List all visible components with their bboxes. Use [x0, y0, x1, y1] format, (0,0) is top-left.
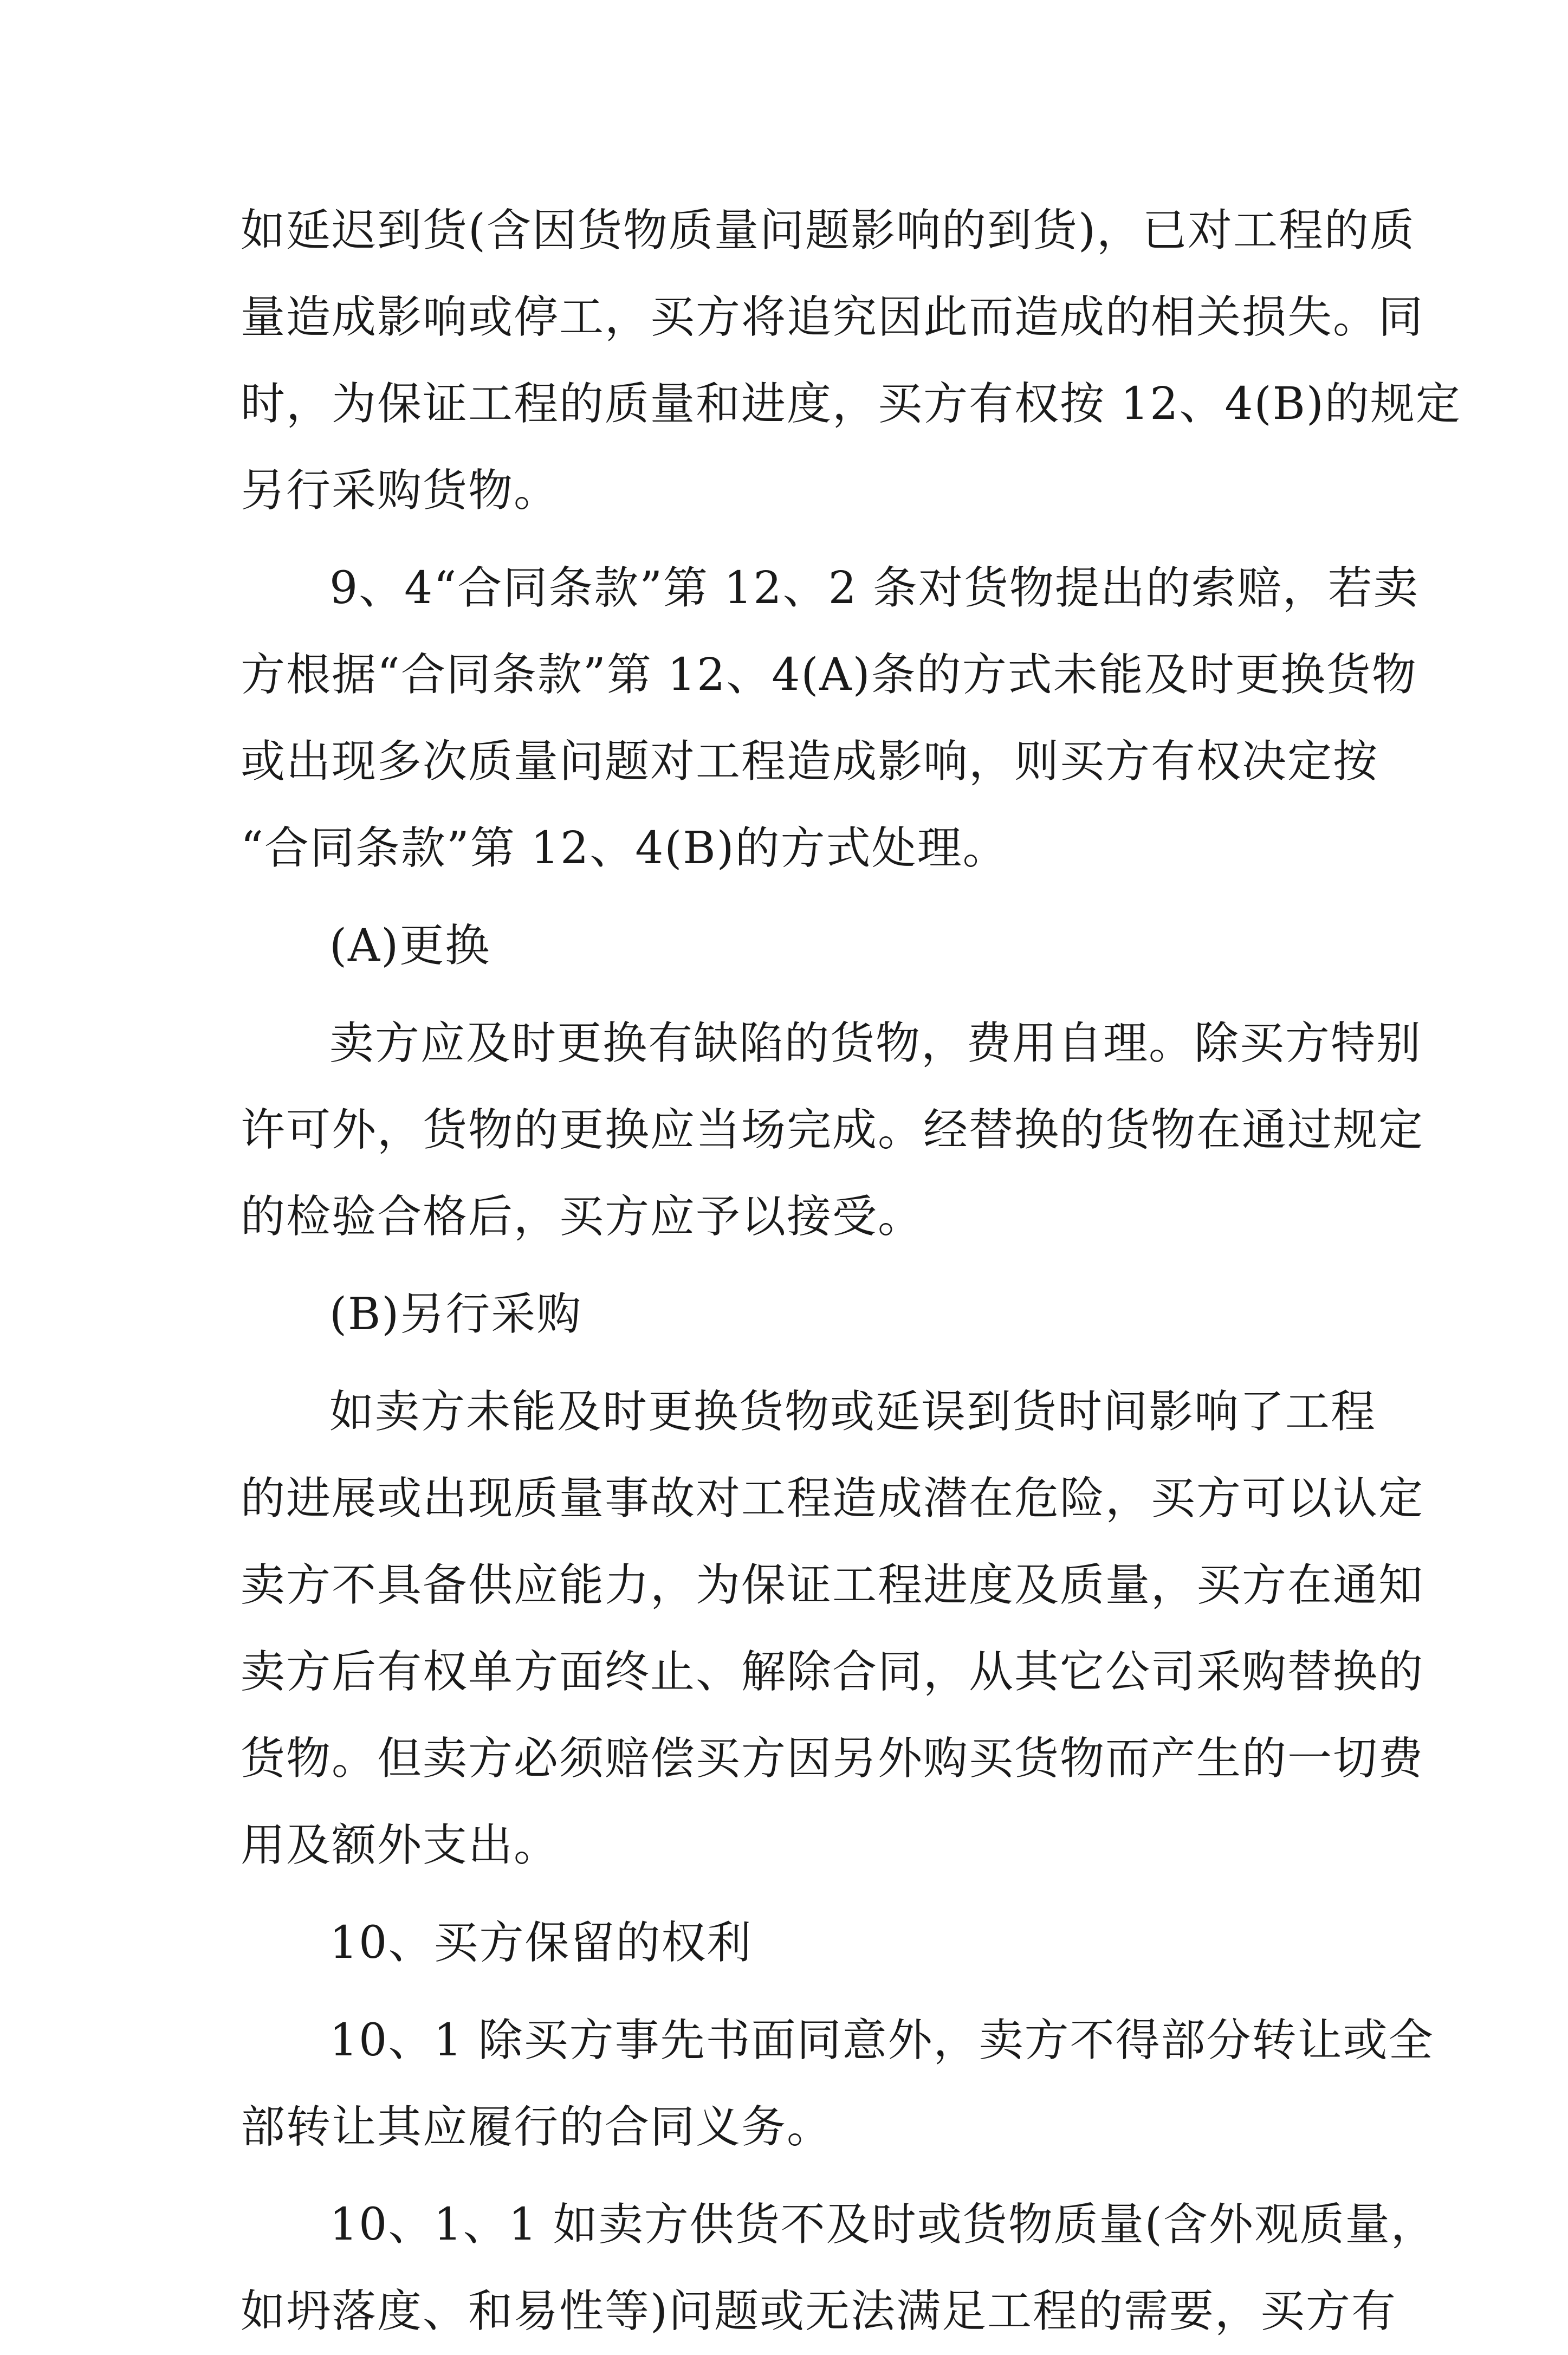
paragraph-gap: [241, 534, 1335, 545]
text-line: 的检验合格后，买方应予以接受。: [241, 1191, 924, 1243]
paragraph-gap: [241, 2171, 1335, 2182]
text-line: 10、1、1 如卖方供货不及时或货物质量(含外观质量，: [329, 2199, 1436, 2250]
text-line: 时，为保证工程的质量和进度，买方有权按 12、4(B)的规定: [241, 378, 1461, 430]
text-line: 如坍落度、和易性等)问题或无法满足工程的需要，买方有: [241, 2286, 1397, 2337]
text-line: 货物。但卖方必须赔偿买方因另外购买货物而产生的一切费: [241, 1733, 1424, 1784]
text-line: 另行采购货物。: [241, 465, 560, 516]
text-line: 卖方不具备供应能力，为保证工程进度及质量，买方在通知: [241, 1560, 1424, 1611]
paragraph-gap: [241, 1260, 1335, 1271]
paragraph-gap: [241, 1987, 1335, 1997]
text-line: 9、4“合同条款”第 12、2 条对货物提出的索赔，若卖: [329, 562, 1419, 614]
paragraph-gap: [241, 989, 1335, 1000]
paragraph-gap: [241, 1358, 1335, 1369]
text-line: 方根据“合同条款”第 12、4(A)条的方式未能及时更换货物: [241, 649, 1417, 701]
text-line: 如卖方未能及时更换货物或延误到货时间影响了工程: [329, 1386, 1377, 1438]
text-line: “合同条款”第 12、4(B)的方式处理。: [241, 823, 1008, 874]
text-line: 用及额外支出。: [241, 1820, 560, 1871]
text-line: (A)更换: [329, 920, 491, 972]
text-line: 卖方后有权单方面终止、解除合同，从其它公司采购替换的: [241, 1646, 1424, 1698]
text-line: 部转让其应履行的合同义务。: [241, 2101, 833, 2153]
text-line: 卖方应及时更换有缺陷的货物，费用自理。除买方特别: [329, 1018, 1422, 1069]
text-line: 10、买方保留的权利: [329, 1917, 753, 1969]
text-line: (B)另行采购: [329, 1289, 582, 1340]
text-line: 10、1 除买方事先书面同意外，卖方不得部分转让或全: [329, 2015, 1434, 2066]
text-line: 量造成影响或停工，买方将追究因此而造成的相关损失。同: [241, 292, 1424, 343]
text-line: 如延迟到货(含因货物质量问题影响的到货)，已对工程的质: [241, 205, 1415, 256]
paragraph-gap: [241, 1889, 1335, 1900]
paragraph-gap: [241, 892, 1335, 903]
text-line: 许可外，货物的更换应当场完成。经替换的货物在通过规定: [241, 1104, 1424, 1156]
text-line: 的进展或出现质量事故对工程造成潜在危险，买方可以认定: [241, 1473, 1424, 1524]
document-body: [241, 187, 1461, 2355]
text-line: 或出现多次质量问题对工程造成影响，则买方有权决定按: [241, 736, 1379, 787]
